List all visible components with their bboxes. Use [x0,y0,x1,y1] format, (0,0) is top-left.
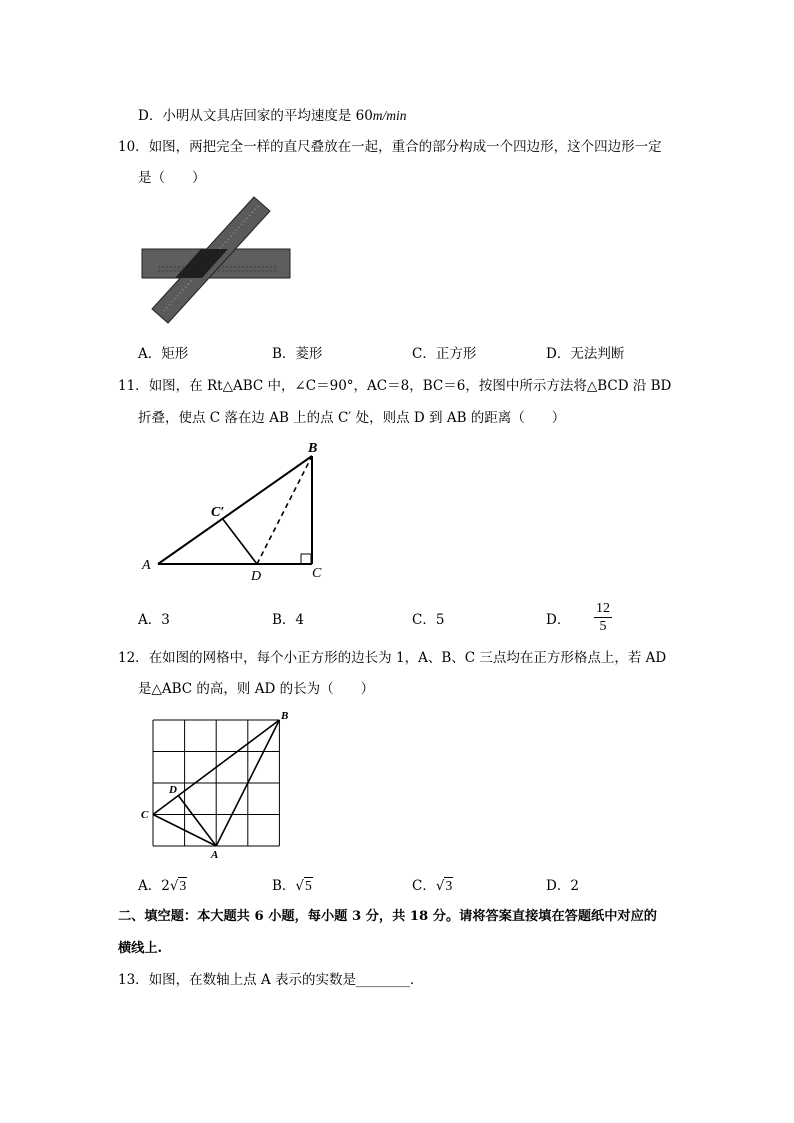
q10-text-line2: 是（ ） [138,170,206,186]
q10-text-line1: 如图，两把完全一样的直尺叠放在一起，重合的部分构成一个四边形，这个四边形一定 [148,139,662,155]
q10-option-c: C．正方形 [412,346,477,362]
q9-option-d [138,104,407,124]
q12-option-d: D．2 [546,878,579,894]
q13-blank: ________ [356,972,411,988]
label-c: C [141,809,149,821]
label-d: D [169,784,177,796]
label-b: B [281,710,289,722]
label-a: A [211,849,219,860]
section2-heading-line1: 二、填空题：本大题共 6 小题，每小题 3 分，共 18 分。请将答案直接填在答题纸中对应的 [118,909,657,924]
q13-line [118,968,424,988]
q12-text-line1: 在如图的网格中，每个小正方形的边长为 1，A、B、C 三点均在正方形格点上，若 AD [148,650,667,666]
q12-line1 [118,646,666,666]
segment-c-prime-d [222,518,257,564]
label-d: D [251,569,262,584]
label-b: B [308,441,318,456]
q12-option-c: C．√3 [412,878,453,894]
q13-number: 13． [118,972,149,988]
q13-text: 如图，在数轴上点 A 表示的实数是 [148,972,357,988]
right-angle-mark [301,554,311,564]
q11-option-b: B．4 [272,612,305,628]
q11-line1 [118,374,671,394]
q13-end: ． [410,972,424,988]
q12-option-a: A．2√3 [138,878,187,894]
fraction-denominator: 5 [599,619,607,634]
q12-number: 12． [118,650,149,666]
label-a: A [142,558,151,573]
q11-option-d-fraction [594,601,612,635]
q11-triangle-figure [138,436,338,584]
q10-option-b: B．菱形 [272,346,323,362]
section2-heading-line2: 横线上. [118,941,163,956]
fraction-numerator: 12 [596,601,610,616]
label-c-prime: C′ [211,505,225,520]
q10-line1 [118,135,662,155]
q11-number: 11． [118,378,149,394]
q12-option-b: B．√5 [272,878,312,894]
q11-option-c: C．5 [412,612,445,628]
segment-ab [158,456,312,564]
segment-bd [257,456,312,564]
q9-option-d-unit: m/min [372,108,407,123]
label-c: C [312,566,322,581]
q11-text-line1: 如图，在 Rt△ABC 中，∠C＝90°，AC＝8，BC＝6，按图中所示方法将△BCD 沿 BD [148,378,672,394]
q10-number: 10． [118,139,149,155]
q10-option-a: A．矩形 [138,346,189,362]
q12-grid-figure [138,708,298,860]
q11-text-line2: 折叠，使点 C 落在边 AB 上的点 C′ 处，则点 D 到 AB 的距离（ ） [138,410,566,426]
segment-ad [178,796,216,847]
q10-rulers-figure [138,192,298,332]
q11-option-d: D． [546,612,571,628]
q12-text-line2: 是△ABC 的高，则 AD 的长为（ ） [138,681,375,697]
q11-option-a: A．3 [138,612,170,628]
q9-option-d-text: D．小明从文具店回家的平均速度是 60 [138,108,373,124]
grid [153,720,279,846]
q10-option-d: D．无法判断 [546,346,625,362]
